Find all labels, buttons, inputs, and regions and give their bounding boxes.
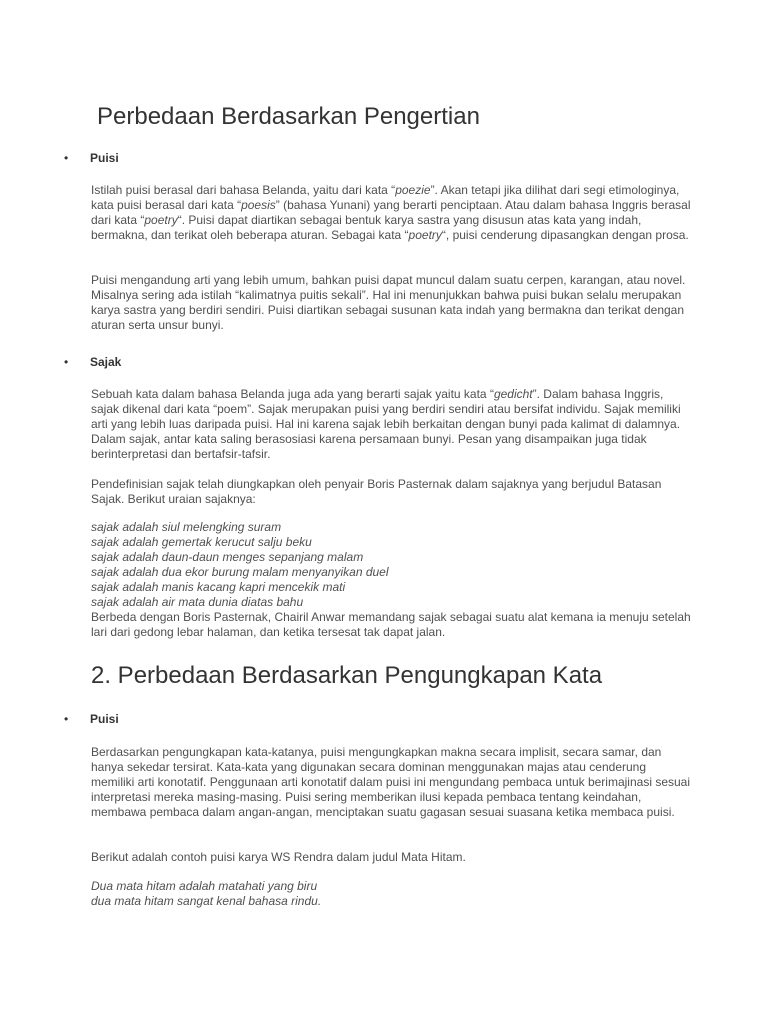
paragraph-text: Berbeda dengan Boris Pasternak, Chairil Anwar memandang sajak sebagai suatu alat kemana ia menuju setelah lari dari gedong lebar halaman, dan ketika tersesat tak dapat jalan. — [91, 610, 691, 639]
poem-line: Dua mata hitam adalah matahati yang biru — [91, 879, 318, 893]
text-run: Sebuah kata dalam bahasa Belanda juga ada yang berarti sajak yaitu kata “ — [91, 387, 494, 401]
bullet-item-sajak — [64, 355, 121, 370]
paragraph-puisi-definition — [91, 183, 691, 243]
poem-line: sajak adalah siul melengking suram — [91, 520, 282, 534]
text-run: ”. Akan tetapi jika dilihat dari segi etimologinya, kata puisi berasal dari kata “ — [91, 183, 680, 212]
paragraph-puisi-meaning — [91, 273, 691, 333]
italic-term: poetry — [144, 213, 178, 227]
italic-term: poesis — [241, 198, 276, 212]
bullet-icon: • — [64, 712, 69, 726]
poem-line: sajak adalah dua ekor burung malam menyanyikan duel — [91, 565, 389, 579]
poem-line: sajak adalah gemertak kerucut salju beku — [91, 535, 312, 549]
italic-term: poetry — [408, 228, 442, 242]
paragraph-text: Berikut adalah contoh puisi karya WS Rendra dalam judul Mata Hitam. — [91, 850, 466, 864]
paragraph-chairil-anwar — [91, 610, 691, 640]
italic-term: gedicht — [493, 387, 533, 401]
bullet-icon: • — [64, 355, 69, 369]
paragraph-puisi-implicit — [91, 745, 691, 820]
poem-line: sajak adalah daun-daun menges sepanjang malam — [91, 550, 364, 564]
bullet-icon: • — [64, 151, 69, 165]
bullet-label: Sajak — [90, 355, 122, 369]
poem-line: sajak adalah air mata dunia diatas bahu — [91, 595, 304, 609]
text-run: ”. Dalam bahasa Inggris, sajak dikenal dari kata “poem”. Sajak merupakan puisi yang berdiri sendiri atau bersifat individu. Sajak memiliki arti yang lebih luas daripada puisi. Hal ini karena sajak lebih berkaitan dengan bunyi pada kalimat di dalamnya. Dalam sajak, antar kata saling berasosiasi karena persamaan bunyi. Pesan yang disampaikan juga tidak berinterpretasi dan bertafsir-tafsir. — [91, 387, 681, 461]
poem-line: sajak adalah manis kacang kapri mencekik mati — [91, 580, 346, 594]
paragraph-text: Pendefinisian sajak telah diungkapkan oleh penyair Boris Pasternak dalam sajaknya yang berjudul Batasan Sajak. Berikut uraian sajaknya: — [91, 477, 662, 506]
poem-line: dua mata hitam sangat kenal bahasa rindu. — [91, 894, 322, 908]
text-run: “. Puisi dapat diartikan sebagai bentuk karya sastra yang disusun atas kata yang indah, bermakna, dan terikat oleh beberapa aturan. Sebagai kata “ — [91, 213, 642, 242]
text-run: “, puisi cenderung dipasangkan dengan prosa. — [441, 228, 689, 242]
section-title-pengertian: Perbedaan Berdasarkan Pengertian — [97, 103, 480, 130]
text-run: Istilah puisi berasal dari bahasa Belanda, yaitu dari kata “ — [91, 183, 396, 197]
paragraph-text: Puisi mengandung arti yang lebih umum, bahkan puisi dapat muncul dalam suatu cerpen, karangan, atau novel. Misalnya sering ada istilah “kalimatnya puitis sekali”. Hal ini menunjukkan bahwa puisi bukan selalu merupakan karya sastra yang berdiri sendiri. Puisi diartikan sebagai susunan kata indah yang bermakna dan terikat dengan aturan serta unsur bunyi. — [91, 273, 686, 332]
bullet-item-puisi-2 — [64, 712, 119, 727]
paragraph-text: Berdasarkan pengungkapan kata-katanya, puisi mengungkapkan makna secara implisit, secara samar, dan hanya sekedar tersirat. Kata-kata yang digunakan secara dominan menggunakan majas atau cenderung memiliki arti konotatif. Penggunaan arti konotatif dalam puisi ini mengundang pembaca untuk berimajinasi sesuai interpretasi mereka masing-masing. Puisi sering memberikan ilusi kepada pembaca tentang keindahan, membawa pembaca dalam angan-angan, menciptakan suatu gagasan sesuai suasana ketika membaca puisi. — [91, 745, 691, 819]
bullet-label: Puisi — [90, 712, 119, 726]
paragraph-sajak-definition — [91, 387, 691, 462]
section-title-pengungkapan-kata: 2. Perbedaan Berdasarkan Pengungkapan Kata — [91, 662, 603, 689]
bullet-item-puisi — [64, 151, 119, 166]
italic-term: poezie — [395, 183, 431, 197]
bullet-label: Puisi — [90, 151, 119, 165]
paragraph-sajak-pasternak — [91, 477, 691, 507]
text-run: ” (bahasa Yunani) yang berarti penciptaan. Atau dalam bahasa Inggris berasal dari kata “ — [91, 198, 691, 227]
poem-mata-hitam — [91, 879, 691, 909]
poem-batasan-sajak — [91, 520, 691, 610]
paragraph-rendra-intro — [91, 850, 691, 865]
